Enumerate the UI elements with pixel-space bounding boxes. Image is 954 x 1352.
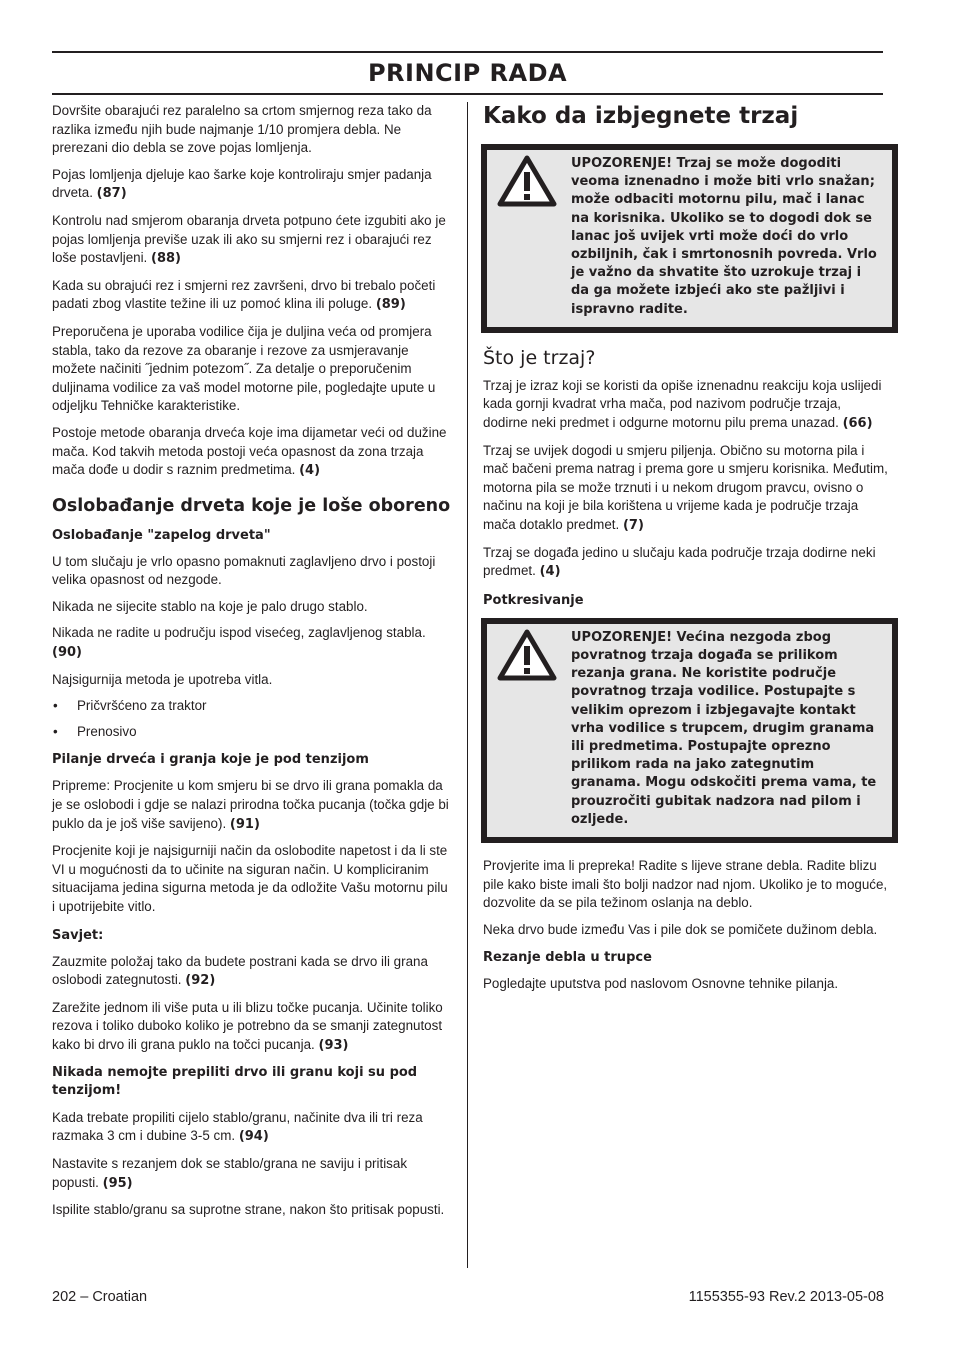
paragraph: Procjenite koji je najsigurniji način da oslobodite napetost i da li ste VI u mogućnosti da to učinite na siguran način. U kompliciranim situacijama jedina sigurna metoda je da odložite Vašu motornu pilu i upotrijebite vitlo. [52, 843, 448, 914]
figure-ref: (88) [151, 251, 181, 267]
figure-ref: (95) [102, 1175, 133, 1191]
document-id: 1155355-93 Rev.2 2013-05-08 [688, 1289, 884, 1305]
warning-triangle-icon [497, 629, 557, 829]
paragraph: Dovršite obarajući rez paralelno sa crtom smjernog reza tako da razlika između njih bude najmanje 1/10 promjera debla. Ne prerezani dio debla se zove pojas lomljenja. [52, 103, 432, 156]
paragraph: Neka drvo bude između Vas i pile dok se pomičete dužinom debla. [483, 921, 878, 937]
paragraph: Najsigurnija metoda je upotreba vitla. [52, 671, 273, 687]
paragraph: Preporučena je uporaba vodilice čija je duljina veća od promjera stabla, tako da rezove za obaranje i rezove za usmjeravanje možete načiniti ˝jednim potezom˝. Za detalje o preporučenim duljinama vodilice za vaš model motorne pile, pogledajte upute u odjeljku Tehničke karakteristike. [52, 323, 436, 414]
list-item: • Prenosivo [52, 723, 452, 742]
subsection-heading: Savjet: [52, 927, 104, 943]
paragraph: Kontrolu nad smjerom obaranja drveta potpuno ćete izgubiti ako je pojas lomljenja previše uzak ili ako su smjerni rez i obarajući rez loše postavljeni. (88) [52, 212, 446, 267]
paragraph: Nikada ne radite u području ispod visećeg, zaglavljenog stabla. (90) [52, 625, 426, 661]
header-bottom-rule [52, 93, 883, 95]
warning-text: UPOZORENJE! Većina nezgoda zbog povratnog trzaja događa se prilikom rezanja grana. Ne koristite područje povratnog trzaja vodilice. Postupajte s velikim oprezom i izbjegavajte kontakt vrha vodilice s trupcem, drugim granama ili predmetima. Postupajte oprezno prilikom rada na jako zategnutim granama. Mogu odskočiti prema vama, te prouzročiti gubitak nadzora nad pilom i ozljede. [571, 629, 877, 827]
paragraph: Ispilite stablo/granu sa suprotne strane, nakon što pritisak popusti. [52, 1202, 445, 1218]
paragraph: Nastavite s rezanjem dok se stablo/grana ne saviju i pritisak popusti. (95) [52, 1155, 408, 1191]
paragraph: Nikada ne sijecite stablo na koje je palo drugo stablo. [52, 598, 368, 614]
subsection-heading: Oslobađanje "zapelog drveta" [52, 527, 271, 543]
paragraph: Zauzmite položaj tako da budete postrani kada se drvo ili grana oslobodi zategnutosti. (92) [52, 953, 428, 989]
paragraph: Trzaj se događa jedino u slučaju kada područje trzaja dodirne neki predmet. (4) [483, 544, 876, 580]
figure-ref: (94) [238, 1129, 269, 1145]
paragraph: Trzaj je izraz koji se koristi da opiše iznenadnu reakciju koja uslijedi kada gornji kvadrat vrha mača, pod nazivom područje trzaja, dodirne neki predmet i odgurne motornu pilu prema unazad. (66) [483, 377, 882, 432]
figure-ref: (66) [842, 416, 873, 432]
paragraph: Trzaj se uvijek dogodi u smjeru piljenja. Obično su motorna pila i mač bačeni prema natrag i prema gore u smjeru korisnika. Međutim, motorna pila se može trznuti i u nekom drugom pravcu, ovisno o načinu na koji je bila korištena u vrijeme kada je područje trzaja mača dotaklo predmet. (7) [483, 442, 888, 533]
figure-ref: (91) [229, 816, 260, 832]
bold-paragraph: Nikada nemojte prepiliti drvo ili granu koji su pod tenzijom! [52, 1064, 418, 1099]
page-number: 202 – Croatian [52, 1289, 148, 1305]
warning-box [481, 618, 898, 843]
figure-ref: (89) [375, 297, 406, 313]
paragraph: Provjerite ima li prepreka! Radite s lijeve strane debla. Radite blizu pile kako biste imali što bolji nadzor nad njom. Ukoliko je to moguće, dozvolite da se pila težinom oslanja na deblo. [483, 858, 888, 911]
section-heading: Oslobađanje drveta koje je loše oboreno [52, 495, 451, 516]
bullet-list [52, 697, 452, 741]
paragraph: Pojas lomljenja djeluje kao šarke koje kontroliraju smjer padanja drveta. (87) [52, 166, 432, 202]
figure-ref: (90) [52, 645, 82, 661]
figure-ref: (7) [622, 517, 644, 533]
subsection-heading: Pilanje drveća i granja koje je pod tenzijom [52, 752, 369, 768]
list-item: • Pričvršćeno za traktor [52, 697, 452, 716]
paragraph: Kada su obrajući rez i smjerni rez završeni, drvo bi trebalo početi padati zbog vlastite težine ili uz pomoć klina ili poluge. (89) [52, 277, 436, 313]
left-column [52, 102, 452, 1228]
paragraph: Zarežite jednom ili više puta u ili blizu točke pucanja. Učinite toliko rezova i toliko duboko koliko je potrebno da se smanji zategnutost kako bi drvo ili grana puklo na točci pucanja. (93) [52, 999, 443, 1053]
figure-ref: (4) [539, 564, 561, 580]
column-divider [467, 102, 468, 1268]
warning-triangle-icon [497, 155, 557, 319]
subsection-heading: Rezanje debla u trupce [483, 950, 652, 966]
right-column [483, 102, 888, 1002]
figure-ref: (4) [299, 463, 321, 479]
paragraph: Postoje metode obaranja drveća koje ima dijametar veći od dužine mača. Kod takvih metoda postoji veća opasnost da zona trzaja mača dođe u dodir s raznim predmetima. (4) [52, 424, 447, 479]
paragraph: Pripreme: Procjenite u kom smjeru bi se drvo ili grana pomakla da je se oslobodi i gdje se nalazi prirodna točka pucanja (točka gdje bi puklo da je još više savijeno). (91) [52, 778, 449, 832]
figure-ref: (87) [96, 186, 127, 202]
section-title: Kako da izbjegnete trzaj [483, 103, 799, 129]
paragraph: U tom slučaju je vrlo opasno pomaknuti zaglavljeno drvo i postoji velika opasnost od nezgode. [52, 553, 436, 588]
warning-text: UPOZORENJE! Trzaj se može dogoditi veoma iznenadno i može biti vrlo snažan; može odbaciti motornu pilu, mač i lanac na korisnika. Ukoliko se to dogodi dok se lanac još uvijek vrti može doći do vrlo ozbiljnih, čak i smrtonosnih povreda. Vrlo je važno da shvatite što uzrokuje trzaj i da ga možete izbjeći ako ste pažljivi i ispravno radite. [571, 156, 877, 317]
figure-ref: (93) [318, 1037, 349, 1053]
paragraph: Kada trebate propiliti cijelo stablo/granu, načinite dva ili tri reza razmaka 3 cm i dubine 3-5 cm. (94) [52, 1109, 423, 1145]
page-title: PRINCIP RADA [367, 59, 568, 87]
paragraph: Pogledajte uputstva pod naslovom Osnovne tehnike pilanja. [483, 976, 839, 992]
subsection-heading: Potkresivanje [483, 592, 584, 608]
figure-ref: (92) [185, 973, 216, 989]
header-top-rule [52, 51, 883, 53]
warning-box [481, 144, 898, 333]
section-heading: Što je trzaj? [483, 346, 596, 369]
